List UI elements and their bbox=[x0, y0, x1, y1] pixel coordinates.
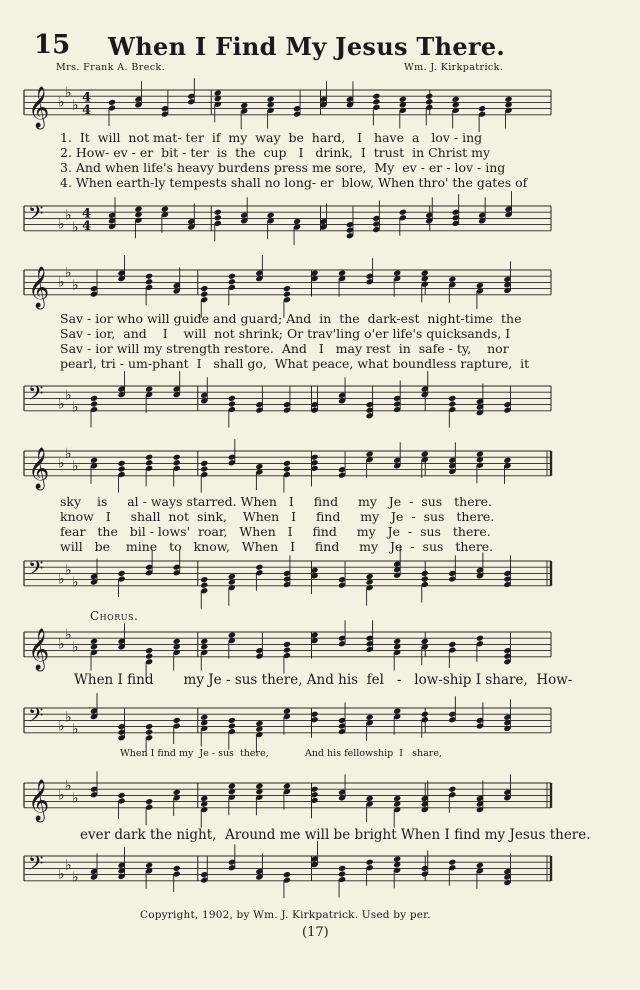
note-head bbox=[255, 783, 263, 790]
note-head bbox=[134, 206, 142, 213]
verse-4-line-1: 4. When earth-ly tempests shall no long- er blow, When thro' the gates of bbox=[60, 175, 528, 190]
note-head bbox=[283, 291, 291, 298]
copyright-notice: Copyright, 1902, by Wm. J. Kirkpatrick. Used by per. bbox=[140, 909, 431, 921]
note-head bbox=[399, 96, 407, 103]
verse-3-line-2: Sav - ior will my strength restore. And I may rest in safe - ty, nor bbox=[60, 341, 509, 356]
note-head bbox=[366, 451, 374, 458]
note-head bbox=[372, 93, 380, 100]
verse-1-line-1: 1. It will not mat- ter if my way be hard, I have a lov - ing bbox=[60, 130, 483, 145]
flat-sign-icon: ♭ bbox=[58, 455, 65, 472]
time-signature-top: 4 bbox=[82, 206, 92, 222]
note-head bbox=[90, 400, 98, 407]
flat-sign-icon: ♭ bbox=[72, 399, 79, 416]
note-head bbox=[90, 395, 98, 402]
note-head bbox=[476, 282, 484, 289]
note-head bbox=[366, 859, 374, 866]
note-head bbox=[145, 862, 153, 869]
flat-sign-icon: ♭ bbox=[58, 571, 65, 588]
bass-staff-chorus bbox=[0, 700, 640, 750]
note-head bbox=[173, 459, 181, 466]
note-head bbox=[476, 635, 484, 642]
flat-sign-icon: ♭ bbox=[72, 721, 79, 738]
bass-clef-icon: 𝄢 bbox=[28, 556, 44, 585]
verse-2-line-3: know I shall not sink, When I find my Je - sus there. bbox=[60, 509, 495, 524]
note-head bbox=[421, 270, 429, 277]
page-number: (17) bbox=[302, 925, 329, 940]
flat-sign-icon: ♭ bbox=[72, 277, 79, 294]
note-head bbox=[338, 270, 346, 277]
flat-sign-icon: ♭ bbox=[72, 458, 79, 475]
chorus-label: Chorus. bbox=[90, 609, 139, 623]
note-head bbox=[173, 717, 181, 724]
note-head bbox=[421, 451, 429, 458]
note-head bbox=[228, 400, 236, 407]
note-head bbox=[200, 582, 208, 589]
note-head bbox=[448, 400, 456, 407]
note-head bbox=[255, 720, 263, 727]
bass-clef-icon: 𝄢 bbox=[28, 703, 44, 732]
treble-staff-system-1 bbox=[0, 82, 640, 132]
note-head bbox=[476, 862, 484, 869]
flat-sign-icon: ♭ bbox=[58, 718, 65, 735]
composer-credit: Wm. J. Kirkpatrick. bbox=[404, 62, 504, 73]
treble-clef-icon: 𝄞 bbox=[28, 266, 50, 308]
flat-sign-icon: ♭ bbox=[58, 94, 65, 111]
treble-clef-icon: 𝄞 bbox=[28, 86, 50, 128]
flat-sign-icon: ♭ bbox=[58, 396, 65, 413]
flat-sign-icon: ♭ bbox=[72, 219, 79, 236]
hymn-number: 15 bbox=[34, 30, 71, 60]
note-head bbox=[228, 722, 236, 729]
chorus-lyric: When I find my Je - sus there, And his fel - low-ship I share, How- bbox=[74, 672, 573, 688]
bass-staff-system-3 bbox=[0, 553, 640, 603]
flat-sign-icon: ♭ bbox=[65, 446, 72, 463]
note-head bbox=[173, 865, 181, 872]
note-head bbox=[214, 90, 222, 97]
note-head bbox=[161, 206, 169, 213]
flat-sign-icon: ♭ bbox=[65, 562, 72, 579]
note-head bbox=[228, 717, 236, 724]
note-head bbox=[145, 647, 153, 654]
note-head bbox=[448, 641, 456, 648]
time-signature-bottom: 4 bbox=[82, 218, 92, 234]
note-head bbox=[200, 638, 208, 645]
note-head bbox=[366, 573, 374, 580]
note-head bbox=[448, 859, 456, 866]
flat-sign-icon: ♭ bbox=[58, 636, 65, 653]
time-signature-top: 4 bbox=[82, 90, 92, 106]
verse-2-line-2: Sav - ior, and I will not shrink; Or trav'ling o'er life's quicksands, I bbox=[60, 326, 511, 341]
note-head bbox=[173, 789, 181, 796]
note-head bbox=[267, 96, 275, 103]
note-head bbox=[118, 460, 126, 467]
note-head bbox=[338, 870, 346, 877]
note-head bbox=[283, 465, 291, 472]
note-head bbox=[200, 795, 208, 802]
bass-staff-system-2 bbox=[0, 378, 640, 428]
flat-sign-icon: ♭ bbox=[65, 387, 72, 404]
note-head bbox=[173, 638, 181, 645]
bass-clef-icon: 𝄢 bbox=[28, 201, 44, 230]
note-head bbox=[240, 102, 248, 109]
verse-4-line-2: pearl, tri - um-phant I shall go, What peace, what boundless rapture, it bbox=[60, 356, 530, 371]
note-head bbox=[393, 270, 401, 277]
bass-staff-system-1 bbox=[0, 198, 640, 248]
note-head bbox=[228, 273, 236, 280]
closing-lyric: ever dark the night, Around me will be bright When I find my Jesus there. bbox=[80, 827, 591, 843]
note-head bbox=[448, 276, 456, 283]
bass-clef-icon: 𝄢 bbox=[28, 851, 44, 880]
hymn-title: When I Find My Jesus There. bbox=[108, 32, 506, 61]
note-head bbox=[393, 708, 401, 715]
note-head bbox=[338, 865, 346, 872]
flat-sign-icon: ♭ bbox=[65, 85, 72, 102]
note-head bbox=[145, 653, 153, 660]
flat-sign-icon: ♭ bbox=[72, 639, 79, 656]
note-head bbox=[228, 632, 236, 639]
flat-sign-icon: ♭ bbox=[58, 866, 65, 883]
note-head bbox=[425, 93, 433, 100]
note-head bbox=[145, 278, 153, 285]
note-head bbox=[478, 105, 486, 112]
note-head bbox=[255, 463, 263, 470]
flat-sign-icon: ♭ bbox=[72, 574, 79, 591]
verse-3-line-3: fear the bil - lows' roar, When I find my Je - sus there. bbox=[60, 524, 491, 539]
flat-sign-icon: ♭ bbox=[58, 787, 65, 804]
note-head bbox=[366, 795, 374, 802]
note-head bbox=[476, 451, 484, 458]
note-head bbox=[503, 457, 511, 464]
note-head bbox=[393, 638, 401, 645]
note-head bbox=[283, 783, 291, 790]
note-head bbox=[200, 460, 208, 467]
note-head bbox=[283, 646, 291, 653]
verse-2-line-1: 2. How- ev - er bit - ter is the cup I drink, I trust in Christ my bbox=[60, 145, 491, 160]
note-head bbox=[145, 798, 153, 805]
note-head bbox=[448, 395, 456, 402]
note-head bbox=[505, 96, 513, 103]
note-head bbox=[372, 98, 380, 105]
note-head bbox=[145, 723, 153, 730]
note-head bbox=[200, 714, 208, 721]
note-head bbox=[283, 285, 291, 292]
verse-4-line-3: will be mine to know, When I find my Je - sus there. bbox=[60, 539, 494, 554]
treble-staff-system-2 bbox=[0, 262, 640, 312]
time-signature-bottom: 4 bbox=[82, 102, 92, 118]
bass-echo-lyric: When I find my Je - sus there, And his fellowship I share, bbox=[120, 748, 442, 759]
note-head bbox=[255, 564, 263, 571]
note-head bbox=[200, 576, 208, 583]
note-head bbox=[393, 795, 401, 802]
flat-sign-icon: ♭ bbox=[65, 778, 72, 795]
flat-sign-icon: ♭ bbox=[72, 790, 79, 807]
note-head bbox=[452, 96, 460, 103]
verse-1-line-2: Sav - ior who will guide and guard; And in the dark-est night-time the bbox=[60, 311, 522, 326]
note-head bbox=[118, 570, 126, 577]
note-head bbox=[145, 454, 153, 461]
treble-staff-system-5 bbox=[0, 775, 640, 825]
verse-3-line-1: 3. And when life's heavy burdens press me sore, My ev - er - lov - ing bbox=[60, 160, 506, 175]
note-head bbox=[200, 465, 208, 472]
note-head bbox=[145, 459, 153, 466]
note-head bbox=[145, 273, 153, 280]
note-head bbox=[293, 218, 301, 225]
note-head bbox=[173, 454, 181, 461]
lyricist-credit: Mrs. Frank A. Breck. bbox=[56, 62, 166, 73]
note-head bbox=[421, 711, 429, 718]
note-head bbox=[267, 212, 275, 219]
note-head bbox=[425, 98, 433, 105]
note-head bbox=[90, 457, 98, 464]
note-head bbox=[393, 856, 401, 863]
flat-sign-icon: ♭ bbox=[58, 274, 65, 291]
note-head bbox=[283, 460, 291, 467]
note-head bbox=[283, 708, 291, 715]
flat-sign-icon: ♭ bbox=[65, 857, 72, 874]
bass-staff-system-5 bbox=[0, 848, 640, 898]
note-head bbox=[200, 285, 208, 292]
treble-clef-icon: 𝄞 bbox=[28, 628, 50, 670]
flat-sign-icon: ♭ bbox=[72, 869, 79, 886]
flat-sign-icon: ♭ bbox=[58, 216, 65, 233]
flat-sign-icon: ♭ bbox=[65, 265, 72, 282]
note-head bbox=[214, 214, 222, 221]
note-head bbox=[421, 570, 429, 577]
treble-staff-chorus bbox=[0, 624, 640, 674]
note-head bbox=[228, 395, 236, 402]
note-head bbox=[228, 278, 236, 285]
note-head bbox=[90, 638, 98, 645]
flat-sign-icon: ♭ bbox=[65, 627, 72, 644]
note-head bbox=[214, 209, 222, 216]
note-head bbox=[145, 729, 153, 736]
note-head bbox=[448, 786, 456, 793]
treble-clef-icon: 𝄞 bbox=[28, 779, 50, 821]
note-head bbox=[108, 99, 116, 106]
note-head bbox=[118, 465, 126, 472]
flat-sign-icon: ♭ bbox=[65, 709, 72, 726]
note-head bbox=[200, 291, 208, 298]
note-head bbox=[283, 641, 291, 648]
note-head bbox=[228, 573, 236, 580]
note-head bbox=[228, 783, 236, 790]
note-head bbox=[421, 575, 429, 582]
note-head bbox=[366, 714, 374, 721]
verse-1-line-3: sky is al - ways starred. When I find my Je - sus there. bbox=[60, 494, 492, 509]
bass-clef-icon: 𝄢 bbox=[28, 381, 44, 410]
treble-staff-system-3 bbox=[0, 443, 640, 493]
note-head bbox=[421, 638, 429, 645]
note-head bbox=[145, 386, 153, 393]
note-head bbox=[118, 792, 126, 799]
flat-sign-icon: ♭ bbox=[65, 207, 72, 224]
flat-sign-icon: ♭ bbox=[72, 97, 79, 114]
note-head bbox=[399, 209, 407, 216]
treble-clef-icon: 𝄞 bbox=[28, 447, 50, 489]
note-head bbox=[283, 871, 291, 878]
